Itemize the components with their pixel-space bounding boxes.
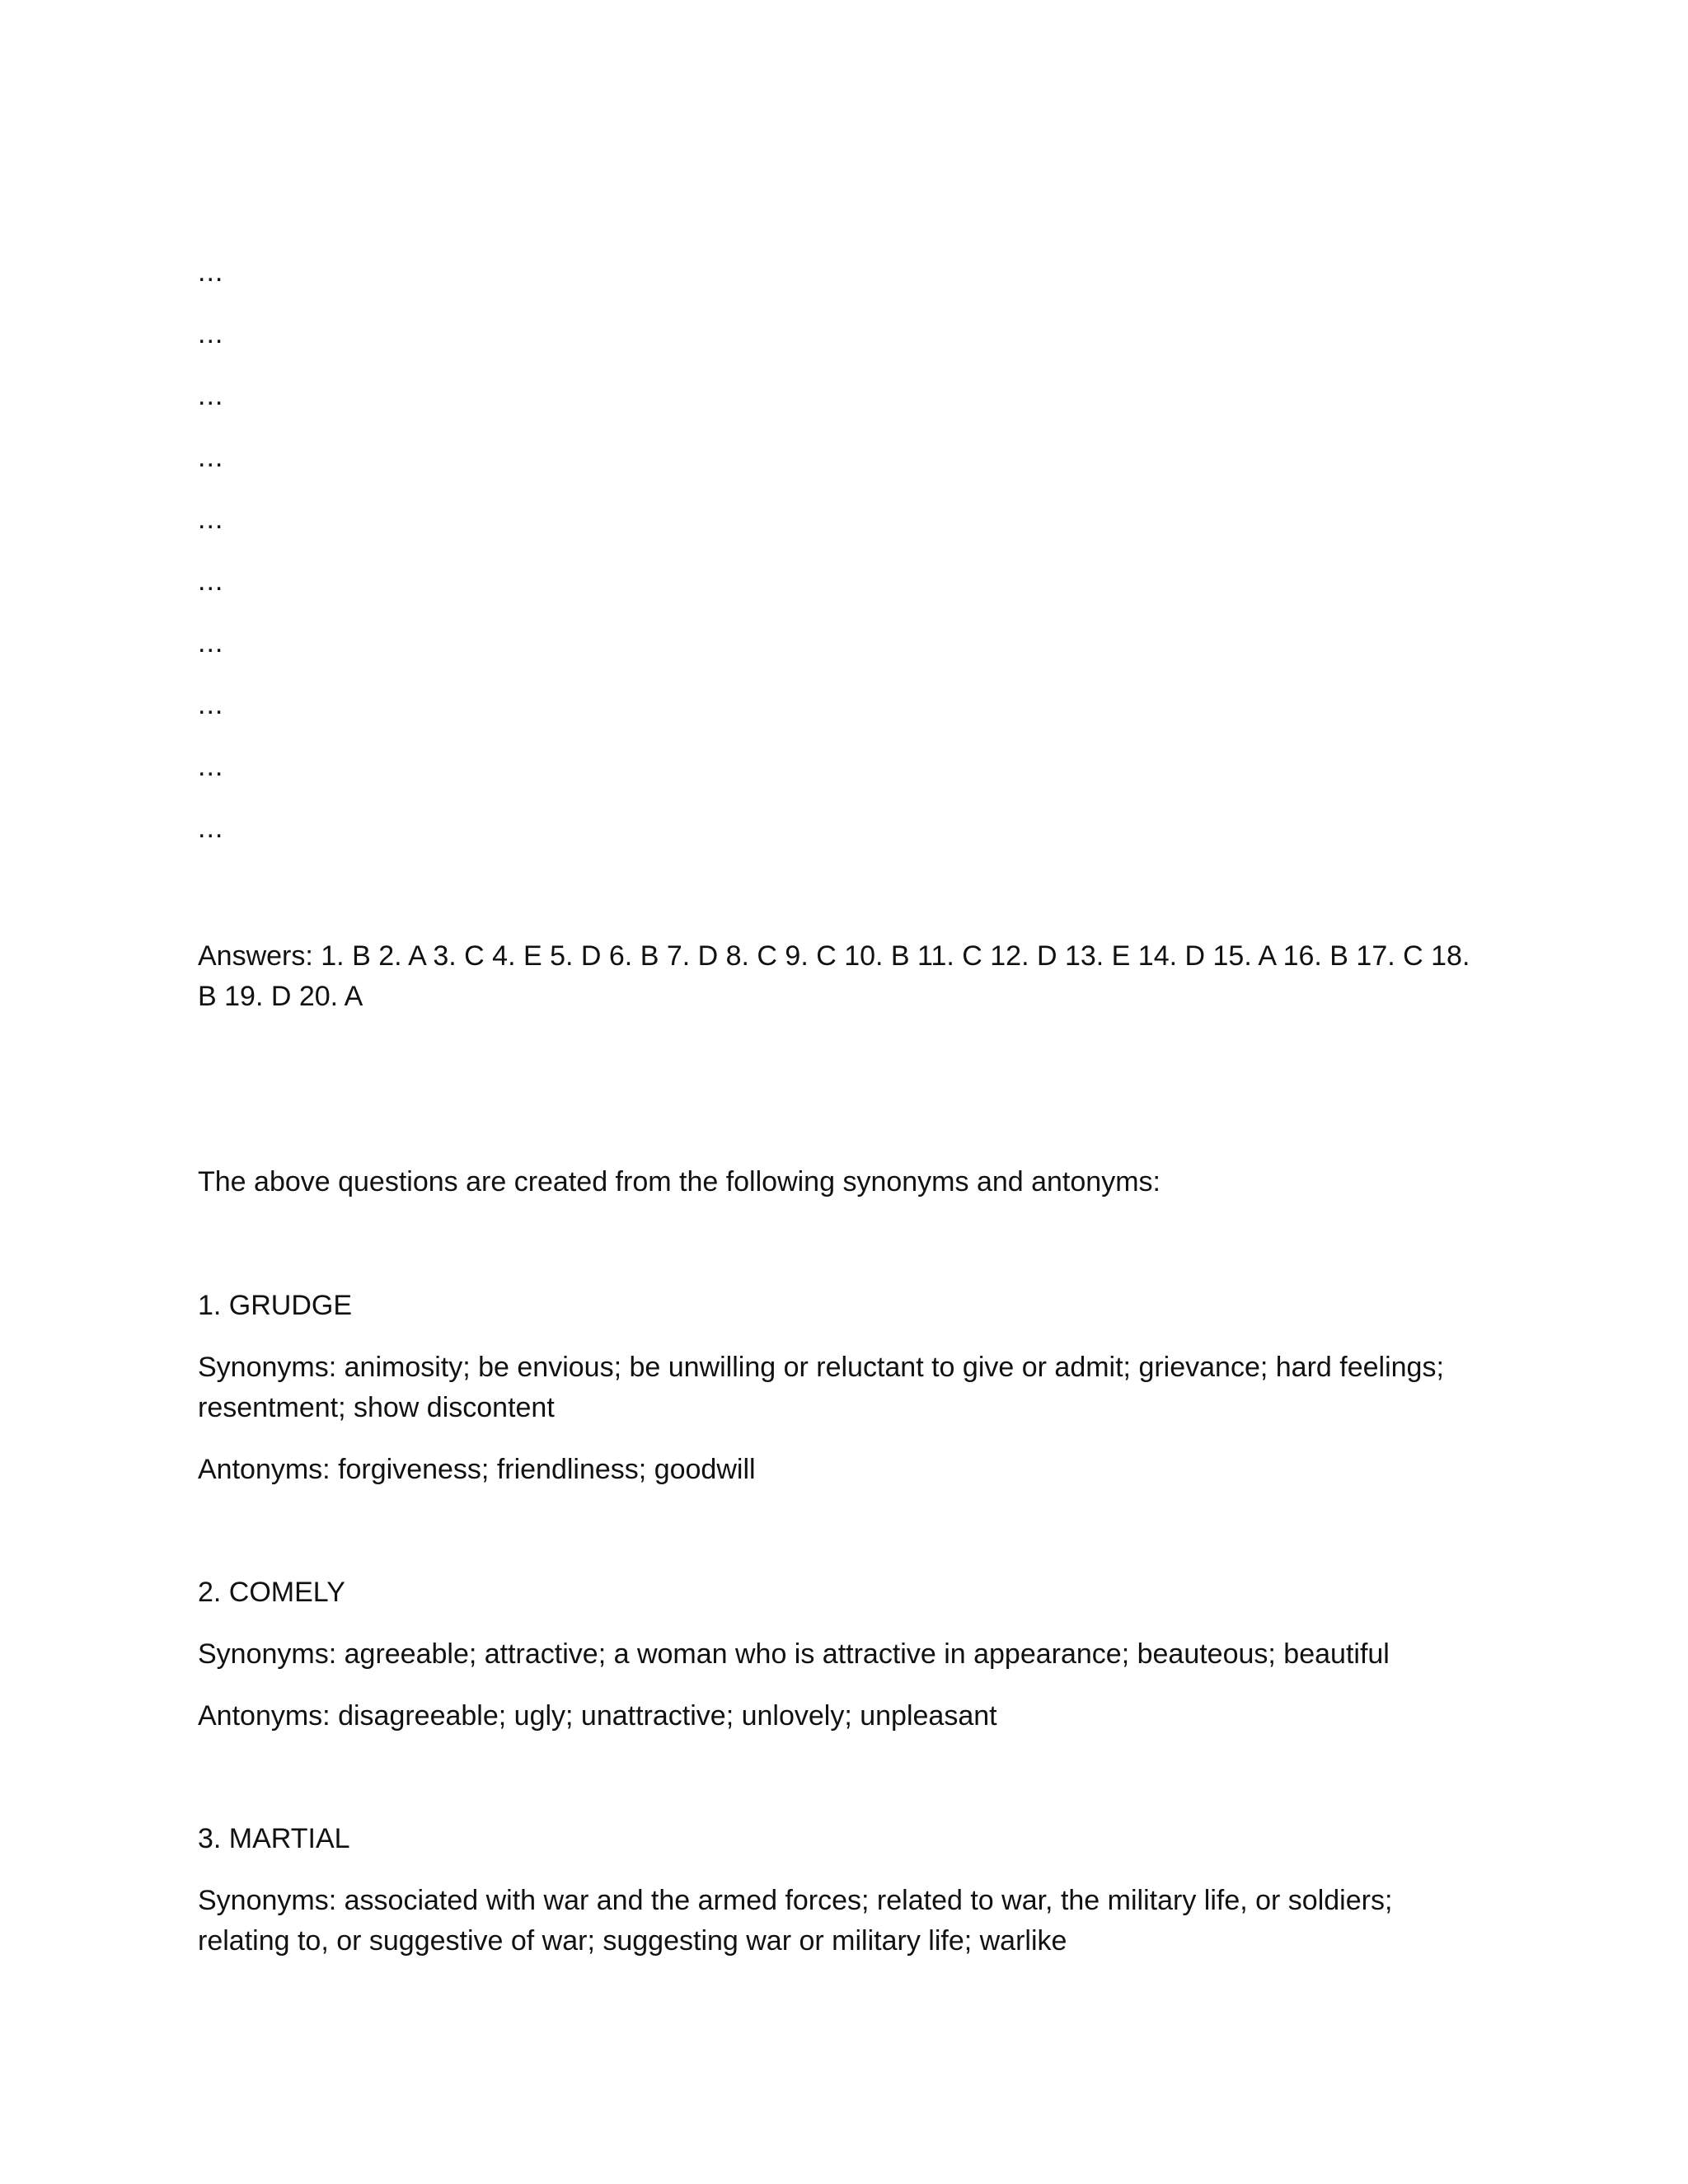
ellipsis-line: ... <box>198 380 224 411</box>
entry-antonyms: Antonyms: forgiveness; friendliness; goodwill <box>198 1454 756 1485</box>
ellipsis-line: ... <box>198 689 224 720</box>
ellipsis-line: ... <box>198 442 224 473</box>
ellipsis-line: ... <box>198 813 224 844</box>
entry-synonyms: Synonyms: associated with war and the armed forces; related to war, the military life, or soldiers; relating to, or suggestive of war; suggesting war or military life; warlike <box>198 1885 1393 1957</box>
entry-synonyms: Synonyms: animosity; be envious; be unwilling or reluctant to give or admit; grievance; hard feelings; resentment; show discontent <box>198 1352 1444 1423</box>
entry-synonyms: Synonyms: agreeable; attractive; a woman who is attractive in appearance; beauteous; beautiful <box>198 1638 1390 1670</box>
ellipsis-line: ... <box>198 751 224 782</box>
answer-key: Answers: 1. B 2. A 3. C 4. E 5. D 6. B 7. D 8. C 9. C 10. B 11. C 12. D 13. E 14. D 15. A 16. B 17. C 18. B 19. D 20. A <box>198 940 1470 1012</box>
entry-word: 1. GRUDGE <box>198 1290 353 1321</box>
word-entry-martial <box>198 1819 1484 1983</box>
entry-antonyms: Antonyms: disagreeable; ugly; unattractive; unlovely; unpleasant <box>198 1700 997 1732</box>
entry-word: 3. MARTIAL <box>198 1823 350 1854</box>
ellipsis-line: ... <box>198 627 224 658</box>
intro-paragraph: The above questions are created from the following synonyms and antonyms: <box>198 1166 1160 1197</box>
word-entry-comely <box>198 1572 1484 1736</box>
ellipsis-line: ... <box>198 256 224 288</box>
omitted-questions <box>198 255 1484 845</box>
ellipsis-line: ... <box>198 504 224 535</box>
entry-word: 2. COMELY <box>198 1577 345 1608</box>
word-entry-grudge <box>198 1286 1484 1490</box>
ellipsis-line: ... <box>198 318 224 349</box>
ellipsis-line: ... <box>198 565 224 597</box>
